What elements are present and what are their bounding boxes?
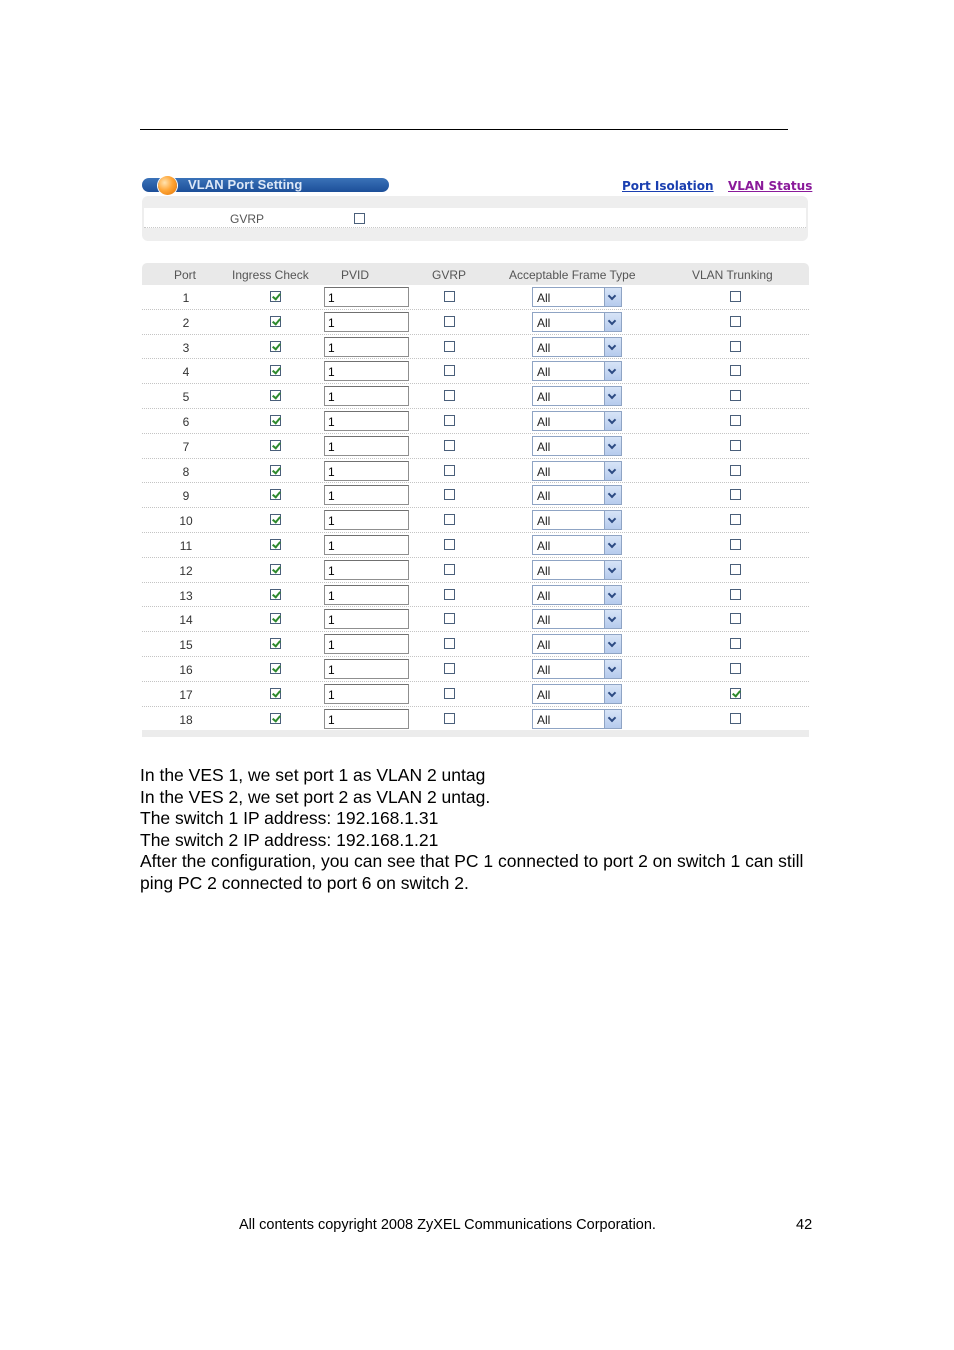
frame-type-select[interactable]: [532, 609, 622, 629]
chevron-down-icon[interactable]: [604, 586, 621, 604]
table-row: [142, 583, 809, 608]
body-line: The switch 1 IP address: 192.168.1.31: [140, 808, 439, 828]
pvid-input[interactable]: 1: [324, 287, 409, 307]
table-row: [142, 682, 809, 707]
gvrp-checkbox[interactable]: [444, 539, 455, 550]
frame-type-select[interactable]: [532, 436, 622, 456]
col-pvid-header: PVID: [341, 268, 370, 282]
body-line: The switch 2 IP address: 192.168.1.21: [140, 829, 439, 850]
ingress-check-checkbox[interactable]: [270, 539, 281, 550]
ingress-check-checkbox[interactable]: [270, 390, 281, 401]
ingress-check-checkbox[interactable]: [270, 341, 281, 352]
gvrp-checkbox[interactable]: [444, 613, 455, 624]
frame-type-value: All: [537, 712, 551, 727]
table-row: [142, 657, 809, 682]
vlan-trunking-checkbox[interactable]: [730, 589, 741, 600]
pvid-input[interactable]: 1: [324, 337, 409, 357]
table-header: [142, 263, 809, 285]
table-row: [142, 707, 809, 732]
vlan-trunking-checkbox[interactable]: [730, 514, 741, 525]
chevron-down-icon[interactable]: [604, 710, 621, 728]
frame-type-select[interactable]: [532, 312, 622, 332]
port-number: 13: [179, 588, 193, 603]
chevron-down-icon[interactable]: [604, 288, 621, 306]
frame-type-value: All: [537, 464, 551, 479]
chevron-down-icon[interactable]: [604, 313, 621, 331]
gvrp-checkbox[interactable]: [444, 291, 455, 302]
gvrp-checkbox[interactable]: [444, 316, 455, 327]
table-row: [142, 335, 809, 360]
ingress-check-checkbox[interactable]: [270, 514, 281, 525]
vlan-trunking-checkbox[interactable]: [730, 638, 741, 649]
ingress-check-checkbox[interactable]: [270, 489, 281, 500]
table-row: [142, 607, 809, 632]
frame-type-value: All: [537, 439, 551, 454]
ingress-check-checkbox[interactable]: [270, 713, 281, 724]
chevron-down-icon[interactable]: [604, 412, 621, 430]
ingress-check-checkbox[interactable]: [270, 688, 281, 699]
vlan-trunking-checkbox[interactable]: [730, 415, 741, 426]
vlan-trunking-checkbox[interactable]: [730, 341, 741, 352]
port-number: 10: [179, 514, 193, 529]
body-line: In the VES 1, we set port 1 as VLAN 2 untag: [140, 765, 486, 785]
gvrp-checkbox[interactable]: [444, 688, 455, 699]
col-port-header: Port: [174, 268, 197, 282]
chevron-down-icon[interactable]: [604, 437, 621, 455]
table-row: [142, 508, 809, 533]
vlan-trunking-checkbox[interactable]: [730, 390, 741, 401]
col-gvrp-header: GVRP: [432, 268, 467, 282]
port-number: 11: [179, 539, 193, 553]
port-number: 8: [182, 464, 190, 479]
frame-type-select[interactable]: [532, 709, 622, 729]
gvrp-checkbox[interactable]: [444, 440, 455, 451]
port-number: 18: [179, 712, 193, 727]
chevron-down-icon[interactable]: [604, 387, 621, 405]
vlan-trunking-checkbox[interactable]: [730, 365, 741, 376]
vlan-trunking-checkbox[interactable]: [730, 440, 741, 451]
frame-type-select[interactable]: [532, 560, 622, 580]
vlan-trunking-checkbox[interactable]: [730, 663, 741, 674]
pvid-input[interactable]: 1: [324, 709, 409, 729]
table-footer-bar: [142, 730, 809, 737]
pvid-input[interactable]: 1: [324, 634, 409, 654]
frame-type-select[interactable]: [532, 287, 622, 307]
frame-type-select[interactable]: [532, 485, 622, 505]
page-number: 42: [796, 1217, 813, 1233]
frame-type-value: All: [537, 613, 551, 628]
chevron-down-icon[interactable]: [604, 635, 621, 653]
vlan-trunking-checkbox[interactable]: [730, 613, 741, 624]
frame-type-select[interactable]: [532, 659, 622, 679]
chevron-down-icon[interactable]: [604, 561, 621, 579]
port-isolation-link[interactable]: Port Isolation: [622, 179, 714, 193]
port-number: 6: [182, 415, 190, 429]
port-number: 2: [182, 315, 190, 330]
port-number: 4: [182, 365, 190, 380]
ingress-check-checkbox[interactable]: [270, 440, 281, 451]
chevron-down-icon[interactable]: [604, 511, 621, 529]
col-frame-type-header: Acceptable Frame Type: [509, 268, 636, 282]
table-row: [142, 310, 809, 335]
body-line: In the VES 2, we set port 2 as VLAN 2 untag.: [140, 786, 491, 807]
port-number: 7: [182, 439, 190, 454]
frame-type-select[interactable]: [532, 535, 622, 555]
pvid-input[interactable]: 1: [324, 411, 409, 431]
vlan-trunking-checkbox[interactable]: [730, 688, 741, 699]
frame-type-select[interactable]: [532, 684, 622, 704]
vlan-port-table: [142, 263, 809, 737]
gvrp-checkbox[interactable]: [444, 564, 455, 575]
gvrp-checkbox[interactable]: [444, 713, 455, 724]
chevron-down-icon[interactable]: [604, 685, 621, 703]
gvrp-checkbox[interactable]: [444, 663, 455, 674]
gvrp-checkbox[interactable]: [444, 365, 455, 376]
frame-type-select[interactable]: [532, 337, 622, 357]
table-row: [142, 632, 809, 657]
vlan-trunking-checkbox[interactable]: [730, 713, 741, 724]
chevron-down-icon[interactable]: [604, 486, 621, 504]
vlan-trunking-checkbox[interactable]: [730, 539, 741, 550]
chevron-down-icon[interactable]: [604, 338, 621, 356]
frame-type-value: All: [537, 588, 551, 603]
frame-type-value: All: [537, 390, 551, 405]
table-row: [142, 384, 809, 409]
vlan-status-link[interactable]: VLAN Status: [728, 179, 813, 193]
pvid-input[interactable]: 1: [324, 312, 409, 332]
ingress-check-checkbox[interactable]: [270, 465, 281, 476]
frame-type-value: All: [537, 340, 551, 355]
vlan-trunking-checkbox[interactable]: [730, 564, 741, 575]
gvrp-checkbox[interactable]: [444, 390, 455, 401]
body-line: After the configuration, you can see that PC 1 connected to port 2 on switch 1 can still ping PC 2 connected to port 6 on switch 2.: [140, 851, 804, 893]
frame-type-select[interactable]: [532, 461, 622, 481]
ingress-check-checkbox[interactable]: [270, 564, 281, 575]
gvrp-checkbox[interactable]: [444, 341, 455, 352]
table-row: [142, 558, 809, 583]
frame-type-value: All: [537, 291, 551, 305]
frame-type-value: All: [537, 489, 551, 504]
gvrp-checkbox[interactable]: [444, 415, 455, 426]
port-number: 16: [179, 663, 193, 677]
top-rule: [140, 129, 788, 130]
pvid-input[interactable]: 1: [324, 485, 409, 505]
pvid-input[interactable]: 1: [324, 461, 409, 481]
table-row: [142, 483, 809, 508]
port-number: 12: [179, 563, 193, 578]
table-row: [142, 459, 809, 484]
frame-type-value: All: [537, 539, 551, 553]
frame-type-value: All: [537, 687, 551, 702]
frame-type-select[interactable]: [532, 386, 622, 406]
frame-type-value: All: [537, 663, 551, 677]
table-row: [142, 409, 809, 434]
pvid-input[interactable]: 1: [324, 436, 409, 456]
chevron-down-icon[interactable]: [604, 660, 621, 678]
frame-type-value: All: [537, 415, 551, 429]
chevron-down-icon[interactable]: [604, 610, 621, 628]
frame-type-select[interactable]: [532, 634, 622, 654]
ingress-check-checkbox[interactable]: [270, 589, 281, 600]
col-trunking-header: VLAN Trunking: [692, 268, 773, 282]
ingress-check-checkbox[interactable]: [270, 663, 281, 674]
frame-type-value: All: [537, 514, 551, 529]
frame-type-select[interactable]: [532, 510, 622, 530]
vlan-trunking-checkbox[interactable]: [730, 291, 741, 302]
frame-type-select[interactable]: [532, 411, 622, 431]
gvrp-checkbox[interactable]: [444, 489, 455, 500]
pvid-input[interactable]: 1: [324, 560, 409, 580]
vlan-trunking-checkbox[interactable]: [730, 489, 741, 500]
ingress-check-checkbox[interactable]: [270, 613, 281, 624]
gvrp-global-checkbox[interactable]: [354, 213, 365, 224]
ingress-check-checkbox[interactable]: [270, 415, 281, 426]
table-row: [142, 533, 809, 558]
frame-type-value: All: [537, 315, 551, 330]
pvid-input[interactable]: 1: [324, 585, 409, 605]
port-number: 14: [179, 613, 193, 628]
chevron-down-icon[interactable]: [604, 536, 621, 554]
pvid-input[interactable]: 1: [324, 609, 409, 629]
ingress-check-checkbox[interactable]: [270, 291, 281, 302]
col-ingress-header: Ingress Check: [232, 268, 309, 282]
table-row: [142, 285, 809, 310]
table-row: [142, 359, 809, 384]
port-number: 5: [182, 390, 190, 405]
orb-icon: [158, 176, 177, 195]
pvid-input[interactable]: 1: [324, 510, 409, 530]
gvrp-checkbox[interactable]: [444, 465, 455, 476]
chevron-down-icon[interactable]: [604, 462, 621, 480]
ingress-check-checkbox[interactable]: [270, 365, 281, 376]
gvrp-label: GVRP: [230, 212, 265, 226]
frame-type-select[interactable]: [532, 585, 622, 605]
table-row: [142, 434, 809, 459]
vlan-trunking-checkbox[interactable]: [730, 465, 741, 476]
port-number: 9: [182, 489, 190, 504]
gvrp-checkbox[interactable]: [444, 589, 455, 600]
gvrp-checkbox[interactable]: [444, 638, 455, 649]
pvid-input[interactable]: 1: [324, 684, 409, 704]
footer-copyright: All contents copyright 2008 ZyXEL Communications Corporation.: [239, 1217, 656, 1233]
port-number: 17: [179, 687, 193, 702]
ingress-check-checkbox[interactable]: [270, 316, 281, 327]
pvid-input[interactable]: 1: [324, 535, 409, 555]
body-text: [140, 765, 830, 894]
frame-type-value: All: [537, 563, 551, 578]
pvid-input[interactable]: 1: [324, 659, 409, 679]
gvrp-checkbox[interactable]: [444, 514, 455, 525]
vlan-trunking-checkbox[interactable]: [730, 316, 741, 327]
pvid-input[interactable]: 1: [324, 386, 409, 406]
frame-type-value: All: [537, 365, 551, 380]
page-title: VLAN Port Setting: [188, 177, 303, 192]
ingress-check-checkbox[interactable]: [270, 638, 281, 649]
chevron-down-icon[interactable]: [604, 362, 621, 380]
pvid-input[interactable]: 1: [324, 361, 409, 381]
frame-type-select[interactable]: [532, 361, 622, 381]
port-number: 15: [179, 638, 193, 653]
port-number: 1: [182, 291, 190, 305]
frame-type-value: All: [537, 638, 551, 653]
port-number: 3: [182, 340, 190, 355]
